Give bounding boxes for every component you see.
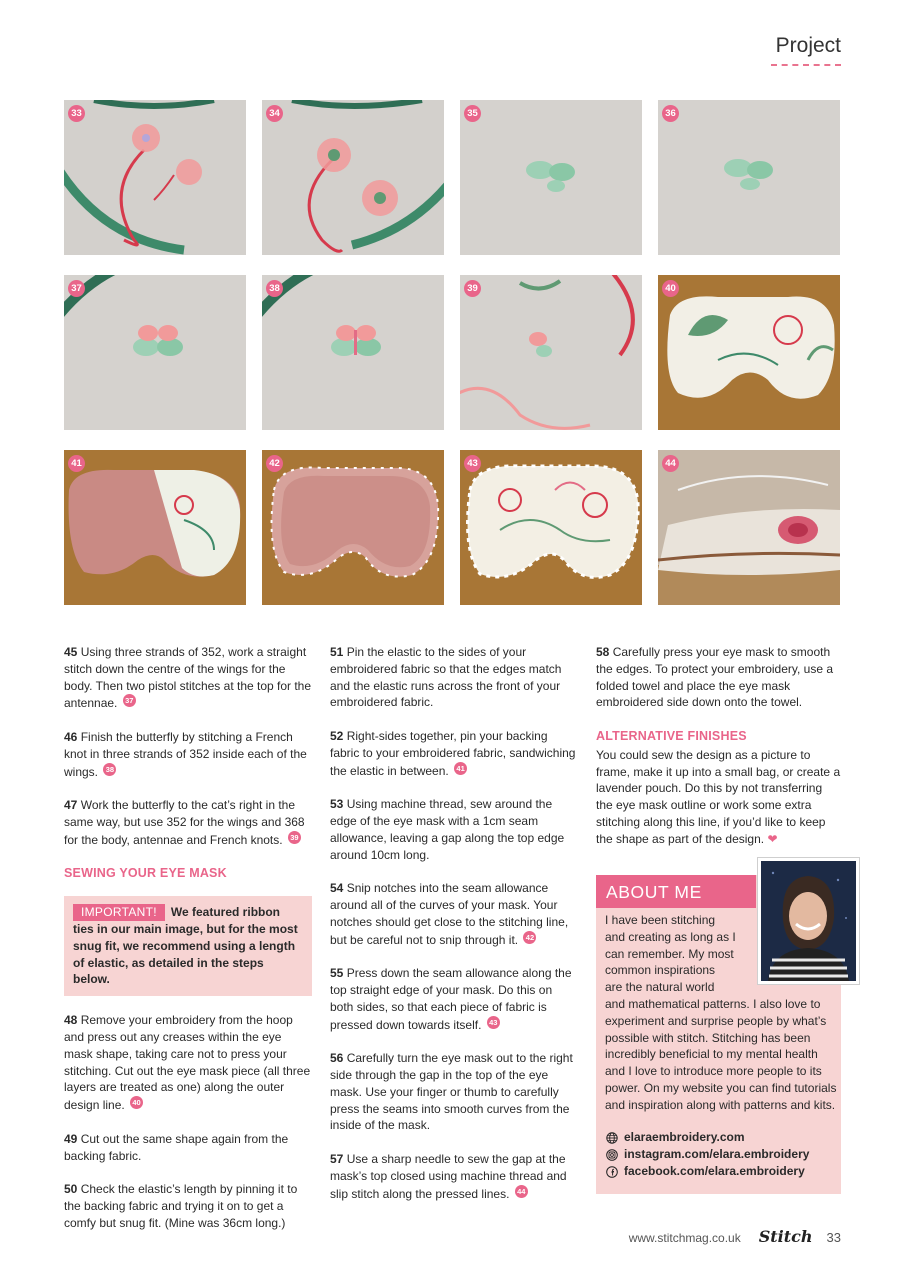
- step-text: Using machine thread, sew around the edge of the eye mask with a 1cm seam allowance, leaving a gap along the top edge around 10cm long.: [330, 797, 565, 862]
- bio-line: are the natural world: [605, 980, 715, 995]
- step-number-badge: 38: [266, 280, 283, 297]
- step-50: [64, 1181, 312, 1231]
- step-number-badge: 34: [266, 105, 283, 122]
- photo-ref-badge: 41: [454, 762, 467, 775]
- step-photo: [460, 100, 642, 255]
- bio-line: incredibly beneficial to my mental health: [605, 1047, 818, 1062]
- step-number: 48: [64, 1013, 78, 1028]
- step-number: 53: [330, 797, 344, 812]
- step-number-badge: 35: [464, 105, 481, 122]
- step-48: [64, 1012, 312, 1114]
- website-link[interactable]: [606, 1129, 809, 1146]
- important-note: [64, 896, 312, 996]
- step-photo: [64, 450, 246, 605]
- step-photo: [262, 450, 444, 605]
- step-51: [330, 644, 578, 711]
- alternative-finishes-heading: ALTERNATIVE FINISHES: [596, 728, 747, 743]
- step-text: Remove your embroidery from the hoop and press out any creases within the eye mask shape, taking care not to press your stitching. Cut out the eye mask piece (all three layers are treated as one) along the outer design line.: [64, 1013, 311, 1113]
- social-links: [606, 1129, 809, 1180]
- step-text: Finish the butterfly by stitching a French knot in three strands of 352 inside each of the wings.: [64, 729, 307, 779]
- facebook-url[interactable]: facebook.com/elara.embroidery: [624, 1164, 805, 1178]
- bio-line: power. On my website you can find tutorials: [605, 1080, 837, 1095]
- step-photo: [658, 100, 840, 255]
- step-number: 55: [330, 966, 344, 981]
- alt-text: You could sew the design as a picture to frame, make it up into a small bag, or create a lavender pouch. Do this by not transferring the eye mask outline or work some extra stitching along this line, if you’d like to keep the shape as part of the design.: [596, 747, 841, 846]
- bio-line: experiment and surprise people by what’s: [605, 1013, 827, 1028]
- step-number: 46: [64, 729, 78, 744]
- important-text: We featured ribbon ties in our main image, but for the most snug fit, we recommend using a length of elastic, as detailed in the steps below.: [73, 905, 298, 987]
- step-photo: [658, 450, 840, 605]
- photo-ref-badge: 43: [487, 1016, 500, 1029]
- step-photo: [64, 275, 246, 430]
- globe-icon: [606, 1132, 618, 1144]
- step-number: 54: [330, 881, 344, 896]
- step-number-badge: 33: [68, 105, 85, 122]
- magazine-logo: Stitch: [758, 1227, 813, 1246]
- sewing-heading: SEWING YOUR EYE MASK: [64, 866, 227, 881]
- step-number: 47: [64, 798, 78, 813]
- step-53: [330, 796, 578, 863]
- step-number-badge: 43: [464, 455, 481, 472]
- section-title-underline: [771, 64, 841, 66]
- step-47: [64, 797, 312, 848]
- step-number-badge: 42: [266, 455, 283, 472]
- step-text: Pin the elastic to the sides of your embroidered fabric so that the edges match and the elastic runs across the front of your embroidered fabric.: [330, 645, 562, 710]
- step-photo: [658, 275, 840, 430]
- photo-ref-badge: 38: [103, 763, 116, 776]
- instructions-column-2: [330, 644, 578, 1219]
- step-56: [330, 1050, 578, 1134]
- step-number: 51: [330, 645, 344, 659]
- step-number-badge: 40: [662, 280, 679, 297]
- step-57: [330, 1151, 578, 1202]
- step-number: 50: [64, 1182, 78, 1197]
- step-number: 52: [330, 728, 344, 743]
- instructions-column-1: [64, 644, 312, 1248]
- step-number-badge: 44: [662, 455, 679, 472]
- bio-line: possible with stitch. Stitching has been: [605, 1030, 811, 1045]
- footer-website[interactable]: www.stitchmag.co.uk: [628, 1231, 741, 1245]
- bio-line: and mathematical patterns. I also love to: [605, 996, 821, 1011]
- step-46: [64, 729, 312, 780]
- photo-ref-badge: 39: [288, 831, 301, 844]
- step-text: Using three strands of 352, work a straight stitch down the centre of the wings for the body. Then two pistol stitches at the top for the antennae.: [64, 645, 312, 711]
- photo-ref-badge: 37: [123, 694, 136, 707]
- step-number-badge: 37: [68, 280, 85, 297]
- step-49: [64, 1131, 312, 1165]
- step-photo: [64, 100, 246, 255]
- step-text: Right-sides together, pin your backing fabric to your embroidered fabric, sandwiching the elastic in between.: [330, 728, 576, 778]
- step-text: Cut out the same shape again from the backing fabric.: [64, 1131, 289, 1163]
- about-title: ABOUT ME: [606, 882, 702, 902]
- important-tag: IMPORTANT!: [73, 904, 165, 921]
- step-number-badge: 39: [464, 280, 481, 297]
- photo-ref-badge: 42: [523, 931, 536, 944]
- step-text: Use a sharp needle to sew the gap at the mask’s top closed using machine thread and slip stitch along the pressed lines.: [330, 1151, 567, 1201]
- facebook-icon: [606, 1166, 618, 1178]
- step-text: Press down the seam allowance along the top straight edge of your mask. Do this on both sides, so that each piece of fabric is pressed down towards itself.: [330, 966, 572, 1032]
- step-photo: [262, 100, 444, 255]
- instagram-url[interactable]: instagram.com/elara.embroidery: [624, 1147, 810, 1161]
- step-text: Check the elastic’s length by pinning it to the backing fabric and trying it on to get a comfy but snug fit. (Mine was 36cm long.): [64, 1182, 298, 1230]
- step-number-badge: 36: [662, 105, 679, 122]
- heart-icon: ❤: [767, 831, 778, 846]
- facebook-link[interactable]: [606, 1163, 809, 1180]
- step-55: [330, 965, 578, 1033]
- bio-line: and creating as long as I: [605, 929, 736, 944]
- bio-line: and inspiration along with patterns and kits.: [605, 1097, 836, 1112]
- page-number: 33: [826, 1230, 841, 1245]
- step-text: Carefully press your eye mask to smooth the edges. To protect your embroidery, use a folded towel and place the eye mask embroidered side down onto the towel.: [596, 645, 834, 710]
- bio-line: I have been stitching: [605, 913, 716, 927]
- section-title: Project: [775, 34, 841, 57]
- step-58: [596, 644, 841, 711]
- bio-line: can remember. My most: [605, 946, 734, 961]
- step-number: 58: [596, 645, 610, 659]
- step-number: 57: [330, 1151, 344, 1166]
- step-number: 56: [330, 1051, 344, 1066]
- instructions-column-3: [596, 644, 841, 864]
- step-text: Work the butterfly to the cat’s right in the same way, but use 352 for the wings and 368 for the body, antennae and French knots.: [64, 798, 305, 847]
- step-text: Carefully turn the eye mask out to the right side through the gap in the top of the eye mask. Use your finger or thumb to carefully press the seams into smooth curves from the inside of the mask.: [330, 1051, 573, 1133]
- page-footer: [629, 1227, 841, 1246]
- photo-ref-badge: 44: [515, 1185, 528, 1198]
- website-url[interactable]: elaraembroidery.com: [624, 1130, 745, 1144]
- step-photo: [460, 450, 642, 605]
- step-number-badge: 41: [68, 455, 85, 472]
- step-number: 45: [64, 645, 78, 659]
- step-photo-grid: [64, 100, 841, 606]
- alternative-finishes-text: [596, 747, 841, 848]
- step-54: [330, 880, 578, 948]
- bio-line: common inspirations: [605, 963, 716, 978]
- step-text: Snip notches into the seam allowance around all of the curves of your mask. Your notches should get close to the stitching line, but be careful not to snip through it.: [330, 881, 569, 947]
- instagram-icon: [606, 1149, 618, 1161]
- step-52: [330, 728, 578, 779]
- instagram-link[interactable]: [606, 1146, 809, 1163]
- bio-line: and I love to introduce more people to its: [605, 1064, 822, 1079]
- photo-ref-badge: 40: [130, 1096, 143, 1109]
- step-photo: [262, 275, 444, 430]
- about-title-band: [596, 875, 756, 908]
- author-portrait: [757, 857, 860, 985]
- step-number: 49: [64, 1131, 78, 1146]
- step-photo: [460, 275, 642, 430]
- step-45: [64, 644, 312, 712]
